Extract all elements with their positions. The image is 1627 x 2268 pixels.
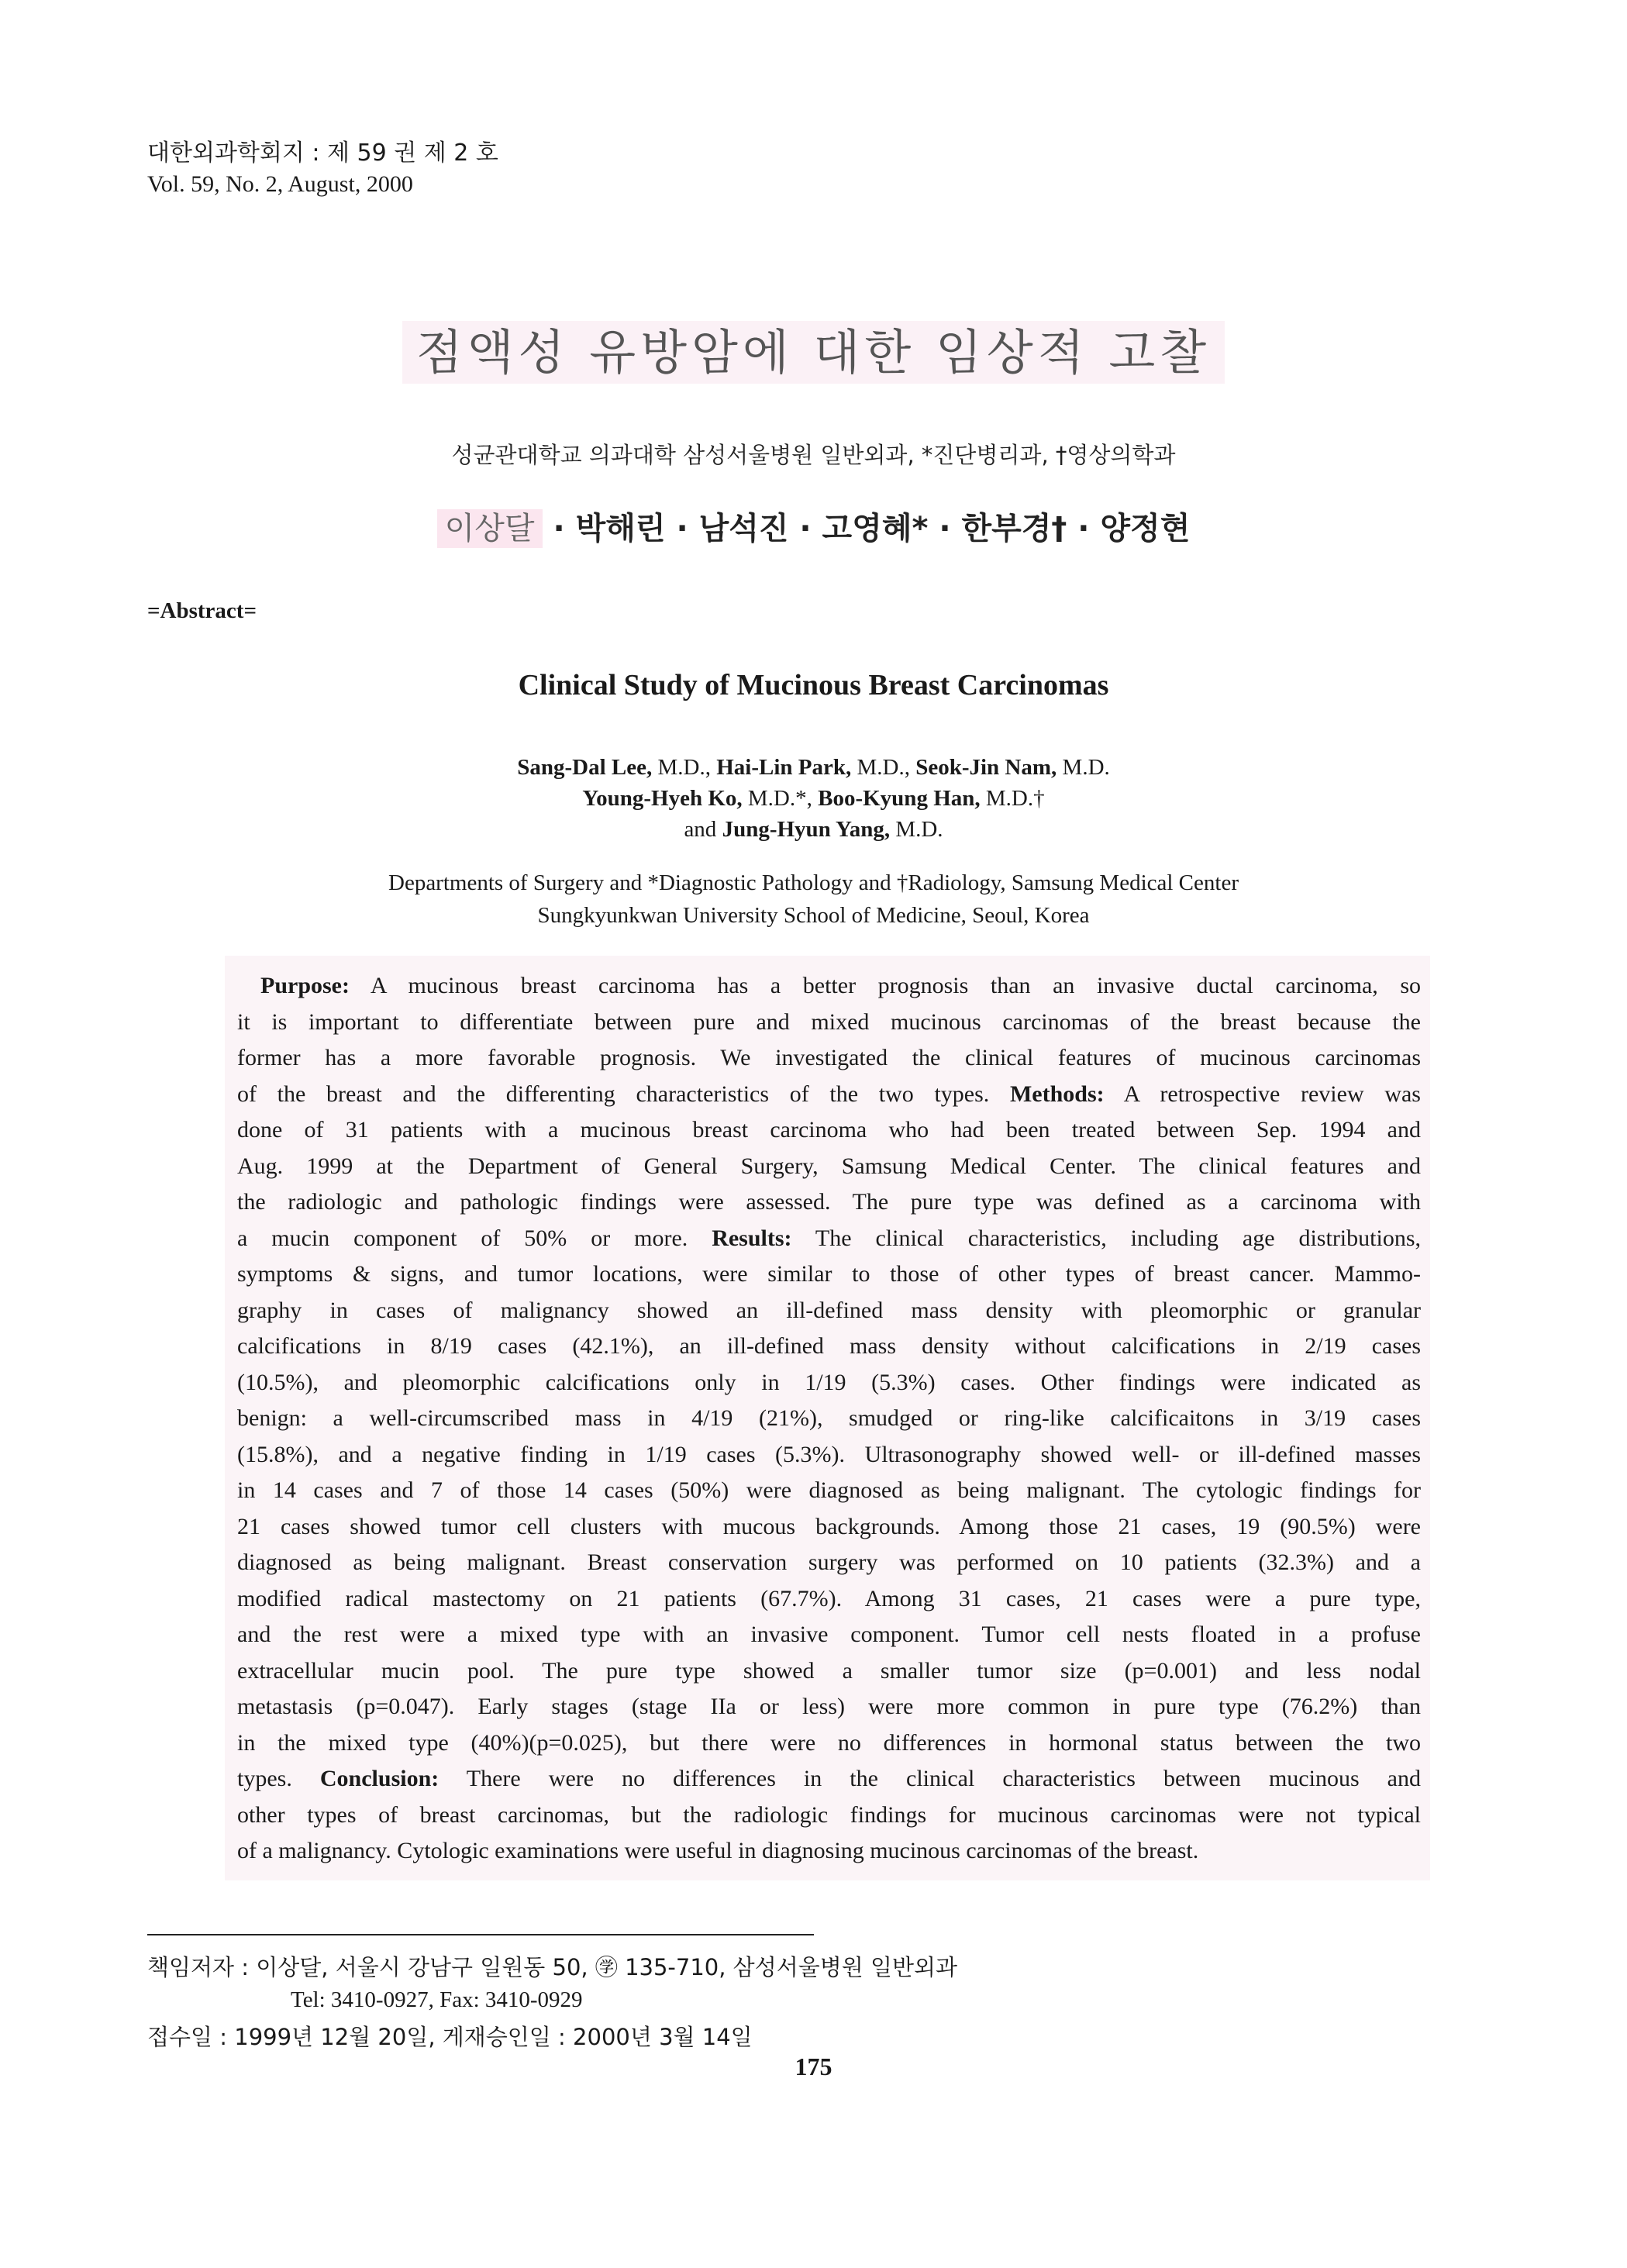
title-en: Clinical Study of Mucinous Breast Carcinomas [518, 669, 1109, 701]
results-label: Results: [712, 1225, 792, 1251]
methods-label: Methods: [1009, 1081, 1105, 1107]
authors-ko [0, 504, 1627, 548]
contact-info: Tel: 3410-0927, Fax: 3410-0929 [291, 1987, 583, 2012]
received-date: 접수일 : 1999년 12월 20일, 게재승인일 : 2000년 3월 14일 [147, 2024, 753, 2050]
abstract-label: =Abstract= [147, 598, 257, 623]
corresponding-author: 책임저자 : 이상달, 서울시 강남구 일원동 50, ㊫ 135-710, 삼성서울병원 일반외과 [147, 1954, 958, 1980]
first-author-ko: 이상달 [437, 509, 543, 548]
footnote-divider [147, 1934, 814, 1935]
affiliation-ko: 성균관대학교 의과대학 삼성서울병원 일반외과, *진단병리과, †영상의학과 [451, 442, 1176, 468]
journal-header [147, 138, 498, 200]
abstract-body: Purpose: A mucinous breast carcinoma has a better prognosis than an invasive ductal carcinoma, so it is important to differentiate between pure and mixed mucinous carcinomas of the breast because the former has a more favorable prognosis. We investigated the clinical features of mucinous carcinomas of the breast and the differenting characteristics of the two types. Methods: A retrospective review was done of 31 patients with a mucinous breast carcinoma who had been treated between Sep. 1994 and Aug. 1999 at the Department of General Surgery, Samsung Medical Center. The clinical features and the radiologic and pathologic findings were assessed. The pure type was defined as a carcinoma with a mucin component of 50% or more. Results: The clinical characteristics, including age distributions, symptoms & signs, and tumor locations, were similar to those of other types of breast cancer. Mammo- graphy in cases of malignancy showed an ill-defined mass density with pleomorphic or granular calcifications in 8/19 cases (42.1%), an ill-defined mass density without calcifications in 2/19 cases (10.5%), and pleomorphic calcifications only in 1/19 (5.3%) cases. Other findings were indicated as benign: a well-circumscribed mass in 4/19 (21%), smudged or ring-like calcificaitons in 3/19 cases (15.8%), and a negative finding in 1/19 cases (5.3%). Ultrasonography showed well- or ill-defined masses in 14 cases and 7 of those 14 cases (50%) were diagnosed as being malignant. The cytologic findings for 21 cases showed tumor cell clusters with mucous backgrounds. Among those 21 cases, 19 (90.5%) were diagnosed as being malignant. Breast conservation surgery was performed on 10 patients (32.3%) and a modified radical mastectomy on 21 patients (67.7%). Among 31 cases, 21 cases were a pure type, and the rest were a mixed type with an invasive component. Tumor cell nests floated in a profuse extracellular mucin pool. The pure type showed a smaller tumor size (p=0.001) and less nodal metastasis (p=0.047). Early stages (stage IIa or less) were more common in pure type (76.2%) than in the mixed type (40%)(p=0.025), but there were no differences in hormonal status between the two types. Conclusion: There were no differences in the clinical characteristics between mucinous and other types of breast carcinomas, but the radiologic findings for mucinous carcinomas were not typical of a malignancy. Cytologic examinations were useful in diagnosing mucinous carcinomas of the breast. [225, 956, 1430, 1880]
page-number: 175 [795, 2053, 832, 2080]
journal-line-ko: 대한외과학회지 : 제 59 권 제 2 호 [147, 140, 498, 167]
title-ko: 점액성 유방암에 대한 임상적 고찰 [0, 314, 1627, 383]
departments-en: Departments of Surgery and *Diagnostic Pathology and †Radiology, Samsung Medical Center Sungkyunkwan University School of Medicine, Seoul, Korea [388, 870, 1239, 928]
conclusion-label: Conclusion: [319, 1766, 439, 1791]
purpose-label: Purpose: [260, 973, 350, 998]
authors-en: Sang-Dal Lee, M.D., Hai-Lin Park, M.D., Seok-Jin Nam, M.D. Young-Hyeh Ko, M.D.*, Boo-Kyung Han, M.D.† and Jung-Hyun Yang, M.D. [517, 755, 1110, 842]
coauthors-ko: · 박해린 · 남석진 · 고영혜* · 한부경† · 양정현 [542, 511, 1191, 546]
journal-line-en: Vol. 59, No. 2, August, 2000 [147, 171, 413, 197]
